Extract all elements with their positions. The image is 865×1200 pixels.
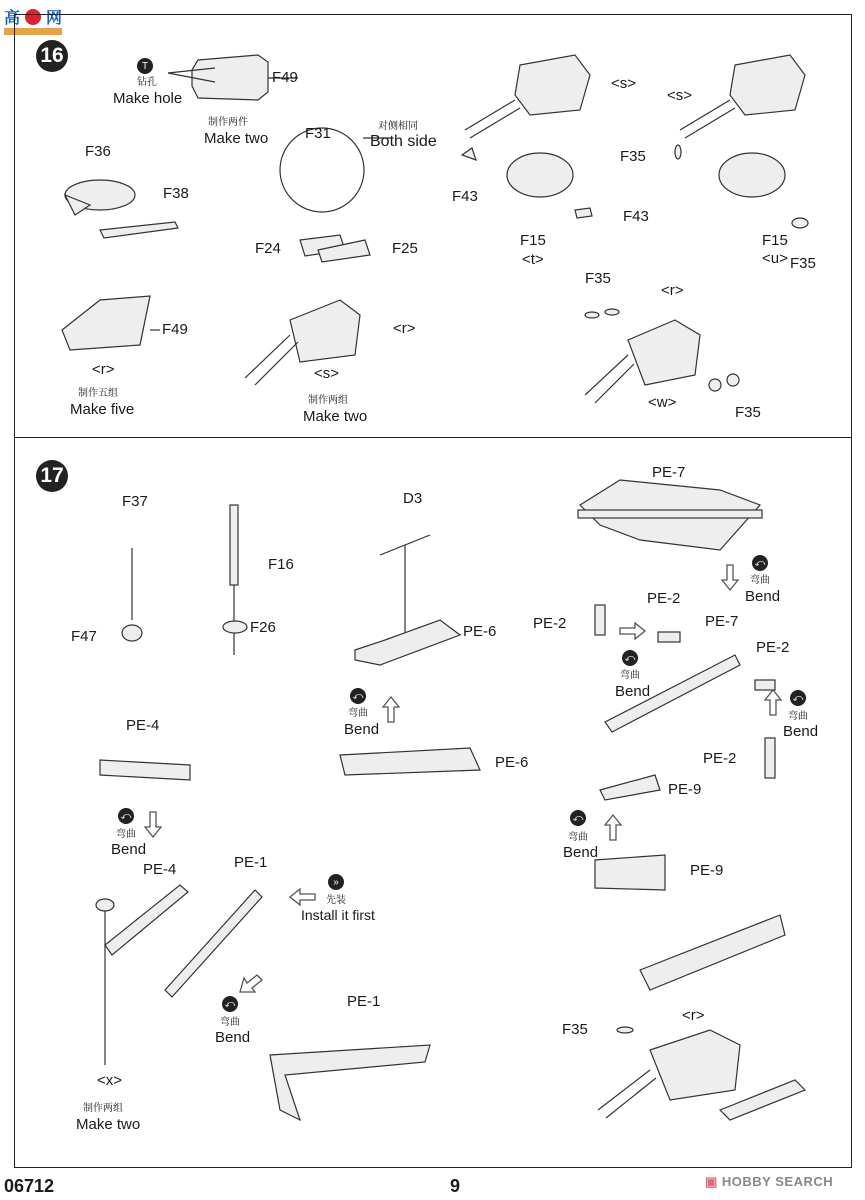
install-first-cn: 先装: [326, 895, 346, 906]
label-d3: D3: [403, 490, 423, 507]
make-five-note: Make five: [70, 401, 135, 418]
label-w: <w>: [648, 394, 677, 411]
label-r: <r>: [393, 320, 416, 337]
make-two-cn: 制作两件: [208, 117, 248, 128]
label-pe1: PE-1: [234, 854, 268, 871]
label-f15: F15: [520, 232, 546, 249]
part-hull-r: [62, 296, 150, 350]
label-f38: F38: [163, 185, 189, 202]
label-pe2: PE-2: [756, 639, 790, 656]
part-pe1-flat: [270, 1045, 430, 1120]
label-pe6: PE-6: [463, 623, 497, 640]
label-x: <x>: [97, 1072, 123, 1089]
part-f38: [100, 222, 178, 238]
make-two-cn: 制作两组: [83, 1103, 123, 1114]
part-pe2-a: [595, 605, 605, 635]
bend-icon: ⤺: [622, 650, 638, 666]
label-pe2: PE-2: [703, 750, 737, 767]
part-f16: [230, 505, 238, 585]
part-f15-t: [507, 153, 573, 197]
part-pe9-a: [600, 775, 660, 800]
make-hole-note: Make hole: [113, 90, 183, 107]
bend-icon: ⤺: [752, 555, 768, 571]
bend-cn: 弯曲: [620, 670, 640, 681]
label-f49: F49: [162, 321, 188, 338]
make-two-cn: 制作两组: [308, 395, 348, 406]
bend-note: Bend: [615, 683, 651, 700]
part-pe6-flat: [340, 748, 480, 775]
label-f36: F36: [85, 143, 111, 160]
part-pe6-bent: [355, 620, 460, 665]
turret-s-3: [730, 55, 805, 115]
turret-s-1: [290, 300, 360, 362]
part-pe1-bent: [165, 890, 262, 997]
label-pe9: PE-9: [690, 862, 724, 879]
bend-icon: ⤺: [350, 688, 366, 704]
install-first-note: Install it first: [301, 907, 375, 923]
make-hole-cn: 钻孔: [137, 77, 157, 88]
label-f35: F35: [620, 148, 646, 165]
label-f25: F25: [392, 240, 418, 257]
part-pe-side: [640, 915, 785, 990]
svg-text:网: 网: [46, 10, 63, 27]
bend-cn: 弯曲: [348, 708, 368, 719]
label-r: <r>: [92, 361, 115, 378]
label-pe1: PE-1: [347, 993, 381, 1010]
label-s: <s>: [667, 87, 693, 104]
part-f26: [223, 621, 247, 633]
bend-icon: ⤺: [118, 808, 134, 824]
label-pe2: PE-2: [647, 590, 681, 607]
label-pe4: PE-4: [126, 717, 160, 734]
label-f43: F43: [452, 188, 478, 205]
bend-note: Bend: [745, 588, 781, 605]
hobby-search-watermark: ▣ HOBBY SEARCH: [705, 1174, 834, 1189]
step-16-badge: 16: [36, 40, 68, 72]
label-pe7: PE-7: [652, 464, 686, 481]
label-f35: F35: [562, 1021, 588, 1038]
make-two-note: Make two: [76, 1116, 141, 1133]
bend-note: Bend: [344, 721, 380, 738]
drill-icon: T: [137, 58, 153, 74]
part-pe2-d: [765, 738, 775, 778]
label-pe4: PE-4: [143, 861, 177, 878]
bend-icon: ⤺: [222, 996, 238, 1012]
turret-w: [628, 320, 700, 385]
bend-cn: 弯曲: [568, 832, 588, 843]
step-17-badge: 17: [36, 460, 68, 492]
bend-note: Bend: [563, 844, 599, 861]
page-number: 9: [450, 1176, 461, 1196]
part-f15-u: [719, 153, 785, 197]
label-f47: F47: [71, 628, 97, 645]
part-pe4-flat: [100, 760, 190, 780]
bend-note: Bend: [783, 723, 819, 740]
make-two-note: Make two: [204, 130, 269, 147]
product-code: 06712: [4, 1176, 55, 1196]
bend-cn: 弯曲: [750, 575, 770, 586]
part-f47: [122, 625, 142, 641]
bend-icon: ⤺: [570, 810, 586, 826]
bend-cn: 弯曲: [116, 829, 136, 840]
label-pe7: PE-7: [705, 613, 739, 630]
label-f43: F43: [623, 208, 649, 225]
label-pe6: PE-6: [495, 754, 529, 771]
label-f26: F26: [250, 619, 276, 636]
part-pe2-b: [658, 632, 680, 642]
part-f43: [462, 148, 476, 160]
label-f37: F37: [122, 493, 148, 510]
label-f35: F35: [585, 270, 611, 287]
label-f35: F35: [735, 404, 761, 421]
bend-icon: ⤺: [790, 690, 806, 706]
label-r: <r>: [682, 1007, 705, 1024]
label-f24: F24: [255, 240, 281, 257]
part-pe4-bent: [105, 885, 188, 955]
label-r: <r>: [661, 282, 684, 299]
both-side-note: Both side: [370, 133, 437, 150]
turret-s-2: [515, 55, 590, 115]
part-f49-top: [192, 55, 268, 100]
label-f49: F49: [272, 69, 298, 86]
label-s: <s>: [611, 75, 637, 92]
both-side-cn: 对侧相同: [378, 121, 418, 132]
label-f35: F35: [790, 255, 816, 272]
install-first-icon: »: [328, 874, 344, 890]
part-pe2-c: [755, 680, 775, 690]
bend-cn: 弯曲: [220, 1017, 240, 1028]
turret-r-final: [650, 1030, 740, 1100]
label-f16: F16: [268, 556, 294, 573]
label-f31: F31: [305, 125, 331, 142]
label-u: <u>: [762, 250, 788, 267]
bend-note: Bend: [215, 1029, 251, 1046]
label-s: <s>: [314, 365, 340, 382]
make-two-note: Make two: [303, 408, 368, 425]
bend-note: Bend: [111, 841, 147, 858]
part-pe9-b: [595, 855, 665, 890]
label-f15: F15: [762, 232, 788, 249]
label-pe9: PE-9: [668, 781, 702, 798]
svg-text:高: 高: [4, 10, 21, 27]
bend-cn: 弯曲: [788, 711, 808, 722]
label-pe2: PE-2: [533, 615, 567, 632]
label-t: <t>: [522, 251, 544, 268]
make-five-cn: 制作五组: [78, 388, 118, 399]
